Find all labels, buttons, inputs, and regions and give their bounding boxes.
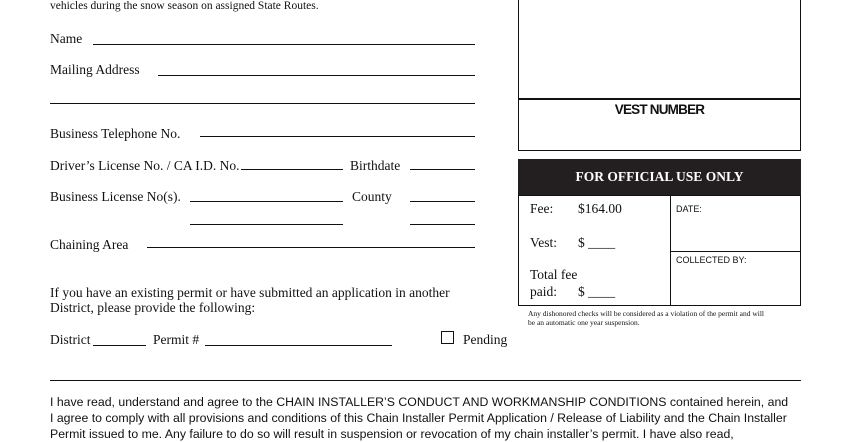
name-label: Name xyxy=(50,31,83,46)
existing-permit-text-1: If you have an existing permit or have submitted an application in another xyxy=(50,285,450,300)
mailing-address-field[interactable] xyxy=(158,75,475,76)
collected-by-label: COLLECTED BY: xyxy=(676,255,747,265)
permit-number-label: Permit # xyxy=(153,332,200,347)
county-label: County xyxy=(352,189,392,204)
business-telephone-label: Business Telephone No. xyxy=(50,126,181,141)
date-divider xyxy=(670,251,801,252)
agreement-text-3: Permit issued to me. Any failure to do so will result in suspension or revocation of my chain installer’s permit. I have also read, xyxy=(50,427,734,441)
section-divider xyxy=(50,380,801,381)
official-use-header xyxy=(518,159,801,196)
mailing-address-field-2[interactable] xyxy=(50,103,475,104)
date-label: DATE: xyxy=(676,204,702,214)
vest-number-title: VEST NUMBER xyxy=(614,102,705,117)
chaining-area-field[interactable] xyxy=(147,247,475,248)
vest-fee-label: Vest: xyxy=(530,235,557,250)
business-license-field-2[interactable] xyxy=(190,224,343,225)
drivers-license-field[interactable] xyxy=(241,169,343,170)
pending-label: Pending xyxy=(463,332,508,347)
intro-text: vehicles during the snow season on assigned State Routes. xyxy=(50,0,319,12)
total-paid-label: paid: xyxy=(530,284,557,299)
pending-checkbox[interactable] xyxy=(441,331,454,344)
fee-label: Fee: xyxy=(530,201,554,216)
photo-box xyxy=(518,0,801,99)
agreement-text-1: I have read, understand and agree to the CHAIN INSTALLER’S CONDUCT AND WORKMANSHIP CONDITIONS contained herein, and xyxy=(50,395,789,409)
dishonored-note-2: be an automatic one year suspension. xyxy=(528,318,640,327)
district-field[interactable] xyxy=(93,345,146,346)
fee-value: $164.00 xyxy=(578,201,622,216)
business-telephone-field[interactable] xyxy=(200,136,475,137)
business-license-field[interactable] xyxy=(190,201,343,202)
total-fee-label: Total fee xyxy=(530,267,578,282)
chaining-area-label: Chaining Area xyxy=(50,237,129,252)
official-use-title: FOR OFFICIAL USE ONLY xyxy=(575,169,744,184)
county-field-2[interactable] xyxy=(410,224,475,225)
business-license-label: Business License No(s). xyxy=(50,189,181,204)
total-fee-value: $ ____ xyxy=(578,284,616,299)
permit-number-field[interactable] xyxy=(205,345,392,346)
birthdate-label: Birthdate xyxy=(350,158,401,173)
dishonored-note-1: Any dishonored checks will be considered as a violation of the permit and will xyxy=(528,309,764,318)
name-field[interactable] xyxy=(93,44,475,45)
county-field[interactable] xyxy=(410,201,475,202)
vest-number-box xyxy=(518,99,801,151)
mailing-address-label: Mailing Address xyxy=(50,62,140,77)
drivers-license-label: Driver’s License No. / CA I.D. No. xyxy=(50,158,240,173)
existing-permit-text-2: District, please provide the following: xyxy=(50,300,256,315)
agreement-text-2: I agree to comply with all provisions and conditions of this Chain Installer Permit Application / Release of Liability and the Chain Installer xyxy=(50,411,787,425)
birthdate-field[interactable] xyxy=(410,169,475,170)
district-label: District xyxy=(50,332,91,347)
vest-fee-value: $ ____ xyxy=(578,235,616,250)
